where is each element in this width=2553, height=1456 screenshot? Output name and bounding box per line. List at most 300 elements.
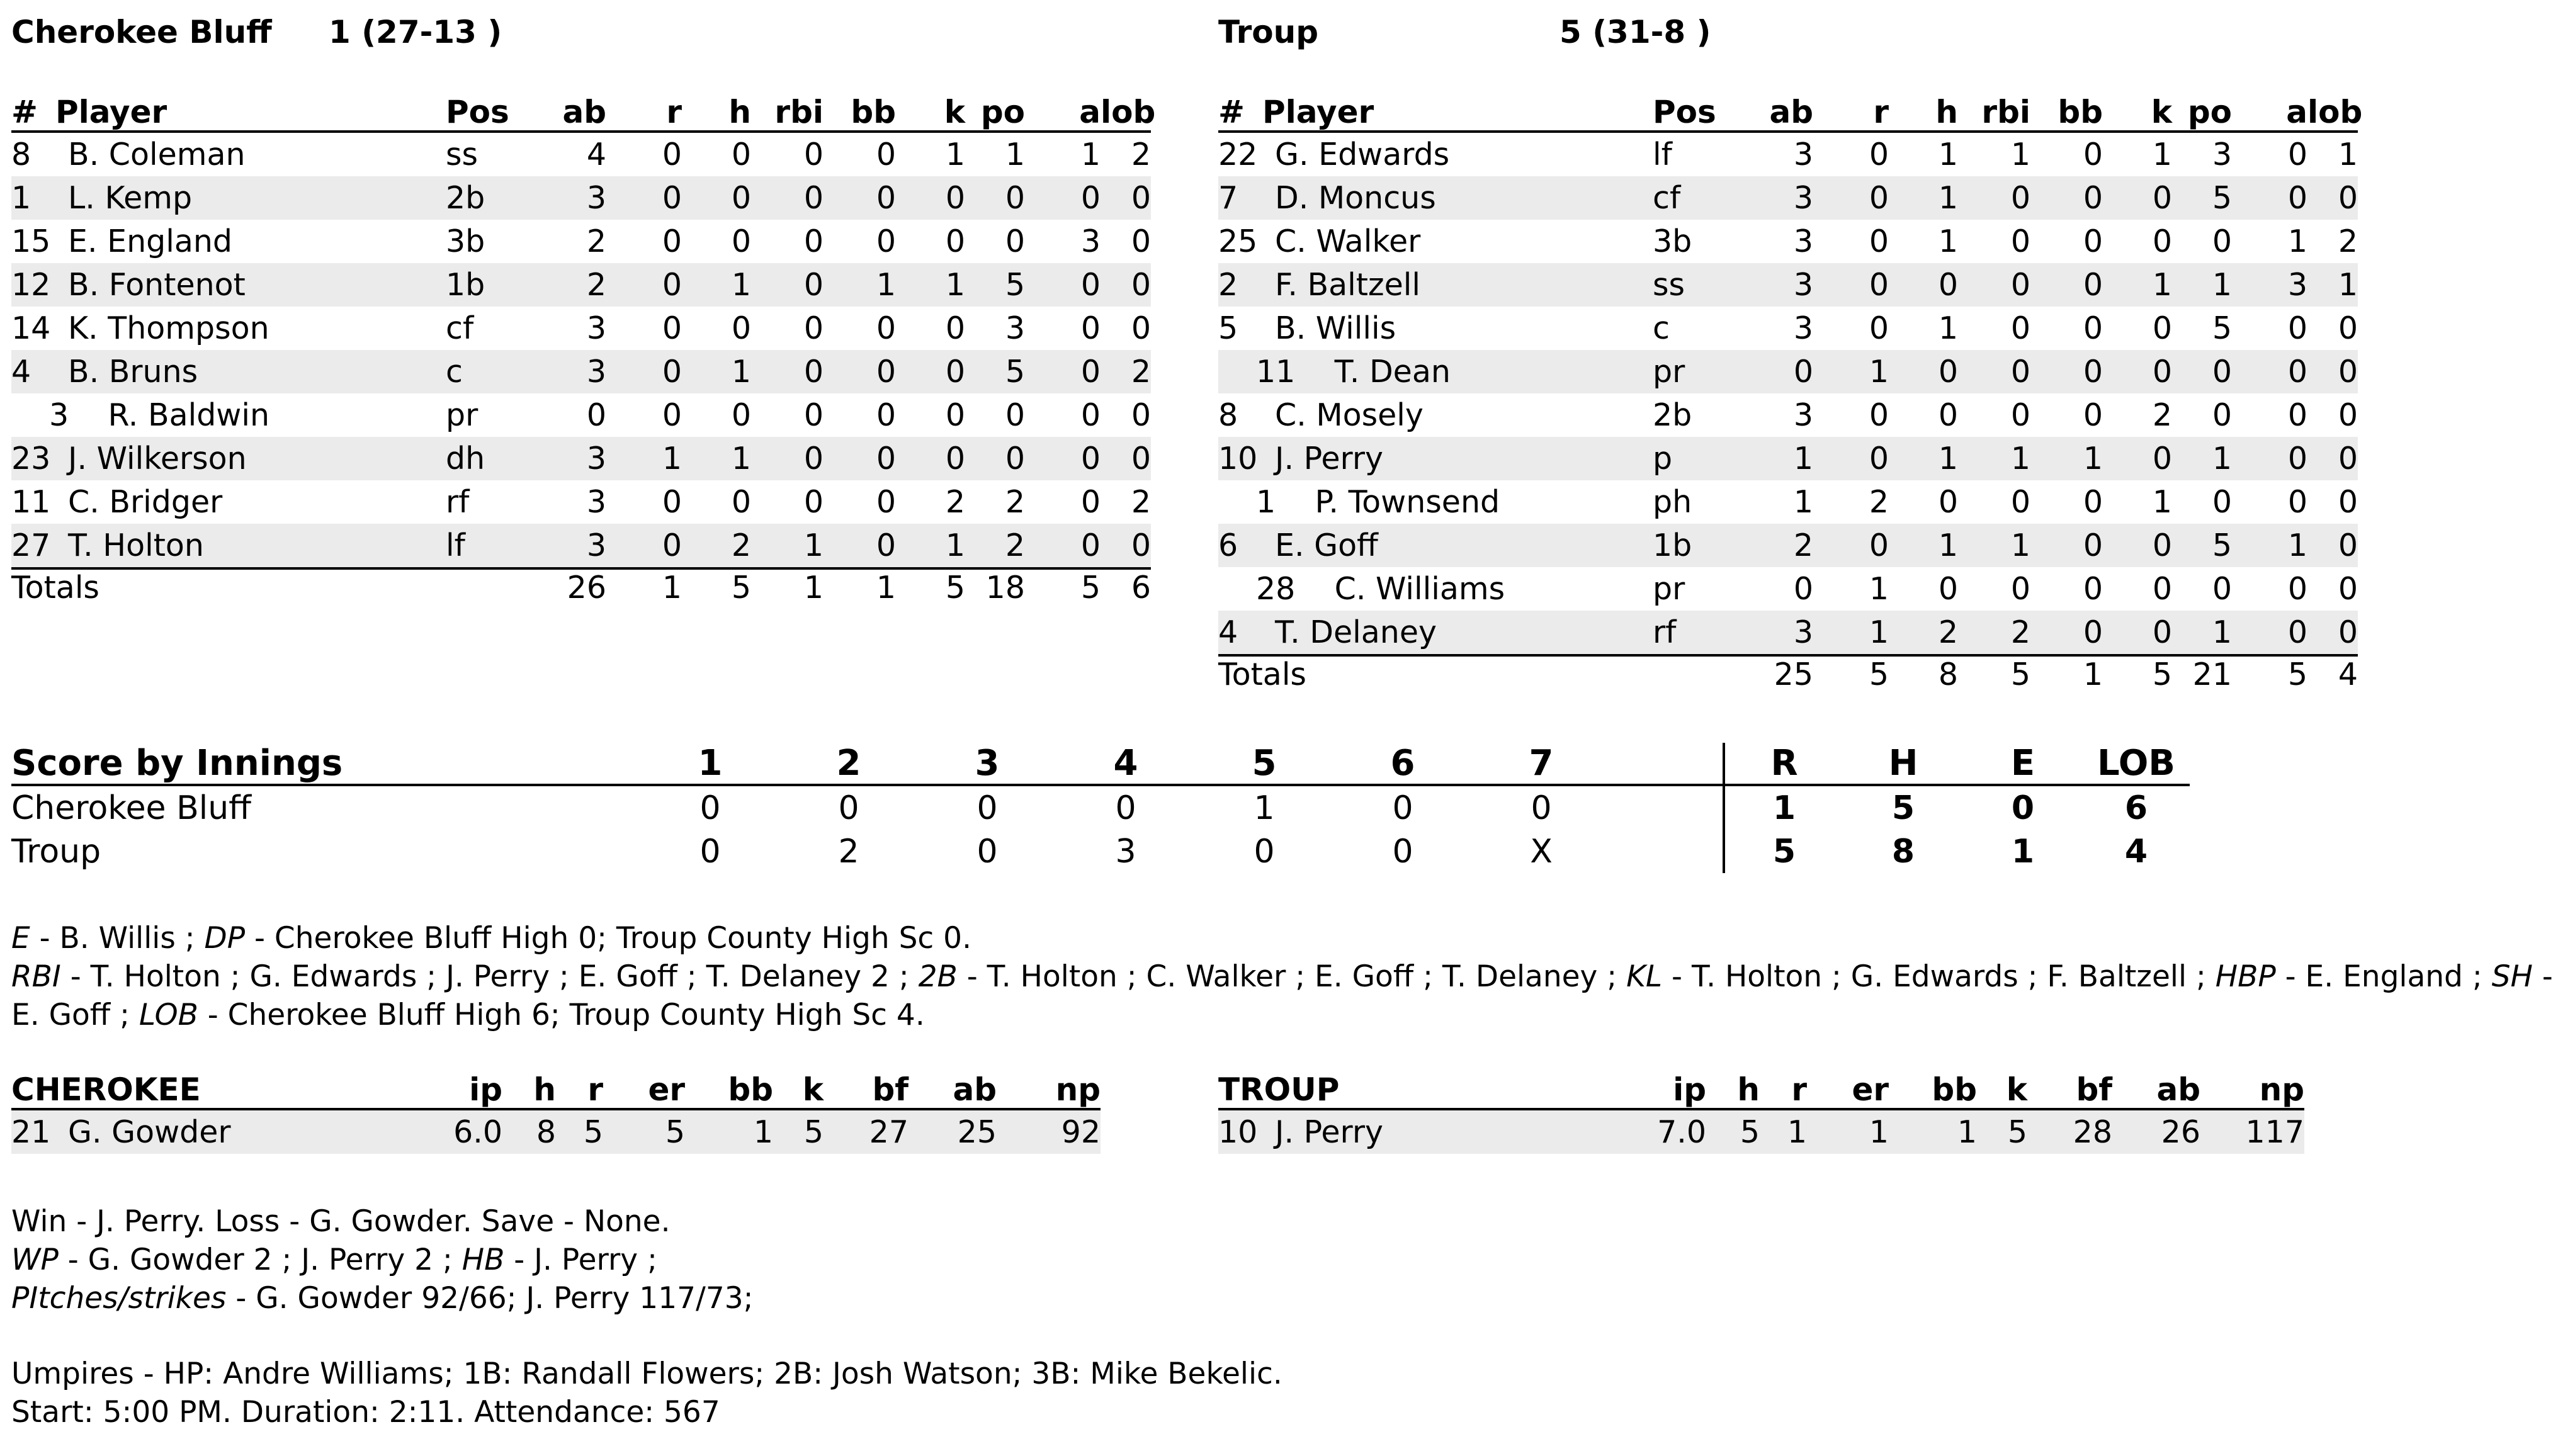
- position: 2b: [446, 176, 540, 220]
- sh-label: SH: [2491, 959, 2533, 994]
- stat-bb: 0: [876, 397, 896, 433]
- stat-r: 0: [1813, 176, 1889, 220]
- home-batting-table: [1218, 93, 2363, 704]
- player-row: [1218, 263, 2358, 307]
- stat-po: 1: [2172, 437, 2232, 480]
- stat-k: 0: [2103, 350, 2172, 393]
- pitch-stat-h: 5: [1706, 1109, 1760, 1154]
- stat-k: 2: [945, 484, 965, 520]
- stat-a: 0: [2232, 350, 2307, 393]
- away-batting-table: [11, 93, 1156, 617]
- col-header-ab: ab: [540, 93, 606, 132]
- pitcher-number: 21: [11, 1109, 55, 1154]
- totals-row: [11, 568, 1151, 617]
- score-by-innings-table: [11, 743, 2190, 873]
- stat-lob: 2: [1101, 350, 1151, 393]
- stat-r: 0: [662, 137, 682, 172]
- stat-lob: 0: [2307, 437, 2358, 480]
- stat-k: 0: [896, 176, 965, 220]
- innings-row: [11, 785, 2190, 830]
- notes-line-2: [11, 957, 2553, 996]
- inning-score: 0: [1531, 789, 1552, 827]
- rbi-text: - T. Holton ; G. Edwards ; J. Perry ; E. Goff ; T. Delaney 2 ;: [60, 959, 919, 994]
- stat-bb: 0: [2083, 137, 2103, 172]
- pitches-strikes-line: [11, 1279, 754, 1318]
- jersey-number: 8: [11, 137, 31, 172]
- position: 3b: [1653, 223, 1692, 259]
- player-name: E. Goff: [1262, 524, 1653, 567]
- stat-k: 0: [2103, 524, 2172, 567]
- stat-rbi: 0: [751, 350, 824, 393]
- pitching-team-label: TROUP: [1218, 1070, 1631, 1109]
- stat-ab: 3: [586, 310, 606, 346]
- game-notes: [11, 919, 2553, 1034]
- player-row: [11, 307, 1151, 350]
- position: p: [1653, 437, 1747, 480]
- hb-label: HB: [461, 1243, 505, 1277]
- stat-bb: 0: [2083, 397, 2103, 433]
- stat-k: 1: [896, 524, 965, 568]
- stat-bb: 0: [2030, 524, 2103, 567]
- gap-cell: [1610, 785, 1724, 830]
- kl-text: - T. Holton ; G. Edwards ; F. Baltzell ;: [1662, 959, 2216, 994]
- player-row: [11, 437, 1151, 480]
- stat-rbi: 0: [803, 484, 824, 520]
- ps-label: PItches/strikes: [11, 1281, 227, 1316]
- pitch-stat-bf: 27: [824, 1109, 909, 1154]
- stat-ab: 3: [1793, 223, 1813, 259]
- stat-r: 0: [1813, 524, 1889, 567]
- inning-score: 0: [699, 832, 721, 871]
- total-ab: 26: [540, 568, 606, 617]
- stat-k: 0: [896, 437, 965, 480]
- stat-lob: 1: [2338, 137, 2358, 172]
- col-header-h: h: [682, 93, 751, 132]
- summary-e: 1: [2011, 832, 2035, 871]
- stat-r: 0: [1813, 263, 1889, 307]
- inning-score: 0: [699, 789, 721, 827]
- total-r: 5: [1813, 655, 1889, 704]
- player-row: [1218, 220, 2358, 263]
- pitching-team-label: CHEROKEE: [11, 1070, 427, 1109]
- stat-k: 2: [2152, 397, 2172, 433]
- stat-rbi: 0: [751, 263, 824, 307]
- player-row: [11, 480, 1151, 524]
- player-name: B. Bruns: [55, 350, 446, 393]
- position: cf: [446, 310, 474, 346]
- stat-k: 0: [2103, 611, 2172, 655]
- position: lf: [1653, 137, 1672, 172]
- pitch-stat-ab: 26: [2112, 1109, 2200, 1154]
- player-name: K. Thompson: [68, 310, 269, 346]
- stat-a: 0: [1080, 397, 1101, 433]
- stat-ab: 3: [540, 350, 606, 393]
- stat-h: 1: [1889, 524, 1958, 567]
- stat-a: 1: [2287, 223, 2307, 259]
- player-name: F. Baltzell: [1262, 263, 1653, 307]
- jersey-number: 2: [1218, 263, 1262, 307]
- stat-bb: 1: [2030, 437, 2103, 480]
- stat-k: 1: [2152, 137, 2172, 172]
- col-header-rbi: rbi: [1958, 93, 2030, 132]
- stat-a: 0: [2287, 484, 2307, 520]
- spacer: [1295, 354, 1334, 390]
- stat-r: 2: [1869, 484, 1889, 520]
- pitch-stat-h: 8: [502, 1109, 556, 1154]
- pitch-stat-ip: 6.0: [427, 1109, 502, 1154]
- jersey-number: 22: [1218, 137, 1258, 172]
- pitch-col-np: np: [997, 1070, 1101, 1109]
- stat-h: 0: [731, 310, 751, 346]
- wp-hb-line: [11, 1241, 754, 1279]
- stat-rbi: 0: [803, 223, 824, 259]
- stat-rbi: 0: [1958, 176, 2030, 220]
- stat-a: 0: [2287, 310, 2307, 346]
- stat-po: 5: [2172, 524, 2232, 567]
- player-name-text: P. Townsend: [1315, 484, 1500, 520]
- stat-r: 0: [1869, 137, 1889, 172]
- stat-lob: 0: [2338, 484, 2358, 520]
- position: pr: [446, 397, 478, 433]
- pitch-col-bf: bf: [824, 1070, 909, 1109]
- stat-a: 0: [2287, 397, 2307, 433]
- spacer: [69, 397, 108, 433]
- win-loss-save: Win - J. Perry. Loss - G. Gowder. Save - None.: [11, 1204, 671, 1239]
- ps-text: - G. Gowder 92/66; J. Perry 117/73;: [226, 1281, 754, 1316]
- inning-score: 1: [1254, 789, 1275, 827]
- totals-label: Totals: [11, 568, 540, 617]
- decisions-block: [11, 1202, 754, 1318]
- stat-k: 0: [2152, 223, 2172, 259]
- lob-text: - Cherokee Bluff High 6; Troup County High Sc 4.: [198, 998, 925, 1032]
- stat-a: 3: [1080, 223, 1101, 259]
- position: c: [1653, 310, 1670, 346]
- stat-a: 0: [1025, 263, 1101, 307]
- col-header-a: a: [2232, 93, 2307, 132]
- stat-h: 0: [682, 176, 751, 220]
- stat-bb: 0: [2083, 310, 2103, 346]
- total-k: 5: [2103, 655, 2172, 704]
- jersey-number: 1: [1256, 484, 1276, 520]
- pitch-stat-ab: 25: [909, 1109, 997, 1154]
- stat-a: 1: [1080, 137, 1101, 172]
- stat-h: 0: [731, 223, 751, 259]
- score-by-innings-title: Score by Innings: [11, 743, 641, 785]
- stat-po: 0: [965, 437, 1025, 480]
- total-a: 5: [1025, 568, 1101, 617]
- col-header-player: Player: [1262, 93, 1653, 132]
- pitch-stat-bf: 28: [2027, 1109, 2112, 1154]
- col-header-lob: lob: [1101, 94, 1156, 130]
- stat-k: 1: [2103, 263, 2172, 307]
- jersey-number: 10: [1218, 437, 1262, 480]
- stat-ab: 1: [1793, 484, 1813, 520]
- stat-lob: 2: [2338, 223, 2358, 259]
- jersey-number: 14: [11, 310, 51, 346]
- innings-row: [11, 830, 2190, 873]
- total-bb: 1: [2030, 655, 2103, 704]
- stat-a: 0: [2232, 611, 2307, 655]
- jersey-number: 11: [11, 484, 51, 520]
- total-lob: 6: [1101, 568, 1151, 617]
- stat-k: 1: [945, 137, 965, 172]
- stat-ab: 3: [1747, 263, 1813, 307]
- pitch-stat-bb: 1: [1889, 1109, 1977, 1154]
- summary-header-r: R: [1724, 743, 1843, 785]
- stat-r: 1: [1813, 350, 1889, 393]
- stat-rbi: 2: [1958, 611, 2030, 655]
- inning-header: 3: [918, 743, 1056, 785]
- stat-r: 1: [606, 437, 682, 480]
- stat-rbi: 0: [2010, 310, 2030, 346]
- game-info-block: [11, 1355, 1282, 1431]
- stat-k: 0: [945, 397, 965, 433]
- stat-h: 0: [1938, 484, 1958, 520]
- stat-ab: 2: [1747, 524, 1813, 567]
- player-name-text: T. Dean: [1334, 354, 1451, 390]
- stat-k: 0: [945, 223, 965, 259]
- player-name: E. England: [68, 223, 233, 259]
- stat-ab: 3: [1793, 310, 1813, 346]
- inning-header: 5: [1195, 743, 1333, 785]
- stat-h: 0: [1889, 350, 1958, 393]
- twob-label: 2B: [918, 959, 958, 994]
- stat-ab: 3: [540, 524, 606, 568]
- col-header-r: r: [606, 93, 682, 132]
- lob-label: LOB: [139, 998, 198, 1032]
- stat-bb: 0: [876, 223, 896, 259]
- spacer: [1276, 484, 1315, 520]
- pitch-col-ab: ab: [2112, 1070, 2200, 1109]
- player-name: [1218, 350, 1653, 393]
- position: rf: [1653, 611, 1747, 655]
- stat-h: 0: [731, 137, 751, 172]
- stat-h: 0: [1938, 571, 1958, 607]
- player-name: J. Perry: [1262, 437, 1653, 480]
- player-name: C. Mosely: [1275, 397, 1424, 433]
- stat-po: 5: [965, 350, 1025, 393]
- position: pr: [1653, 350, 1747, 393]
- innings-header-row: [11, 743, 2190, 785]
- stat-bb: 0: [824, 350, 896, 393]
- stat-a: 0: [1025, 350, 1101, 393]
- stat-po: 0: [2212, 484, 2232, 520]
- sh-cont: E. Goff ;: [11, 998, 139, 1032]
- pitcher-row: [11, 1109, 1101, 1154]
- wp-text: - G. Gowder 2 ; J. Perry 2 ;: [58, 1243, 462, 1277]
- player-row: [1218, 350, 2358, 393]
- stat-h: 1: [1889, 437, 1958, 480]
- position: 3b: [446, 223, 485, 259]
- position: ss: [1653, 263, 1747, 307]
- total-po: 21: [2172, 655, 2232, 704]
- stat-a: 0: [1080, 310, 1101, 346]
- stat-h: 1: [1938, 310, 1958, 346]
- stat-a: 0: [2232, 437, 2307, 480]
- jersey-number: 3: [49, 397, 69, 433]
- position: 1b: [1653, 524, 1747, 567]
- player-name: T. Delaney: [1262, 611, 1653, 655]
- player-name: L. Kemp: [55, 176, 446, 220]
- gap-cell: [1610, 830, 1724, 873]
- stat-po: 0: [2212, 397, 2232, 433]
- stat-h: 1: [1889, 176, 1958, 220]
- stat-po: 0: [1005, 223, 1025, 259]
- stat-ab: 2: [586, 223, 606, 259]
- stat-r: 1: [1869, 571, 1889, 607]
- stat-po: 0: [2172, 350, 2232, 393]
- pitch-col-er: er: [1807, 1070, 1889, 1109]
- stat-rbi: 0: [803, 310, 824, 346]
- totals-row: [1218, 655, 2358, 704]
- pitch-col-h: h: [502, 1070, 556, 1109]
- stat-h: 2: [682, 524, 751, 568]
- stat-bb: 0: [2083, 571, 2103, 607]
- stat-r: 0: [662, 223, 682, 259]
- stat-lob: 0: [2307, 524, 2358, 567]
- away-pitching-table: [11, 1070, 1101, 1154]
- hb-text: - J. Perry ;: [504, 1243, 657, 1277]
- pitch-col-bf: bf: [2027, 1070, 2112, 1109]
- pitch-stat-np: 92: [997, 1109, 1101, 1154]
- totals-label: Totals: [1218, 655, 1747, 704]
- player-row: [11, 524, 1151, 568]
- position: 1b: [446, 263, 540, 307]
- position: ph: [1653, 484, 1692, 520]
- stat-ab: 0: [586, 397, 606, 433]
- innings-team-name: Cherokee Bluff: [11, 789, 251, 827]
- jersey-number: 15: [11, 223, 51, 259]
- rbi-label: RBI: [11, 959, 61, 994]
- col-header-h: h: [1889, 93, 1958, 132]
- stat-r: 0: [1813, 437, 1889, 480]
- dp-text: - Cherokee Bluff High 0; Troup County High Sc 0.: [245, 921, 972, 956]
- stat-ab: 3: [1747, 611, 1813, 655]
- spacer: [1295, 571, 1334, 607]
- stat-bb: 0: [824, 524, 896, 568]
- player-row: [11, 176, 1151, 220]
- stat-r: 0: [606, 263, 682, 307]
- total-r: 1: [606, 568, 682, 617]
- player-name-text: C. Williams: [1334, 571, 1505, 607]
- stat-po: 1: [1005, 137, 1025, 172]
- player-row: [1218, 307, 2358, 350]
- stat-lob: 2: [1131, 484, 1151, 520]
- inning-header: 6: [1333, 743, 1472, 785]
- stat-ab: 3: [586, 484, 606, 520]
- pitch-col-bb: bb: [1889, 1070, 1977, 1109]
- player-name: C. Walker: [1275, 223, 1421, 259]
- pitch-col-ab: ab: [909, 1070, 997, 1109]
- jersey-number: 23: [11, 437, 55, 480]
- stat-k: 0: [945, 310, 965, 346]
- summary-header-h: H: [1843, 743, 1963, 785]
- stat-r: 0: [662, 397, 682, 433]
- stat-po: 5: [2172, 176, 2232, 220]
- inning-score: 0: [1392, 789, 1413, 827]
- pitcher-name: G. Gowder: [55, 1109, 427, 1154]
- pitch-col-ip: ip: [427, 1070, 502, 1109]
- stat-rbi: 1: [1958, 437, 2030, 480]
- start-duration-attendance: Start: 5:00 PM. Duration: 2:11. Attendance: 567: [11, 1395, 720, 1430]
- stat-po: 3: [2212, 137, 2232, 172]
- inning-score: 2: [838, 832, 859, 871]
- stat-bb: 0: [2083, 484, 2103, 520]
- e-label: E: [11, 921, 30, 956]
- inning-score: 0: [976, 832, 998, 871]
- pitch-stat-r: 1: [1760, 1109, 1807, 1154]
- inning-header: 7: [1472, 743, 1610, 785]
- jersey-number: 4: [11, 350, 55, 393]
- summary-r: 5: [1724, 830, 1843, 873]
- home-header-row: [1218, 93, 2358, 132]
- home-team-name: Troup: [1218, 14, 1319, 50]
- inning-score: 3: [1115, 832, 1136, 871]
- summary-lob: 4: [2124, 832, 2148, 871]
- stat-h: 1: [1938, 223, 1958, 259]
- stat-k: 0: [2152, 310, 2172, 346]
- col-header-lob: lob: [2307, 94, 2363, 130]
- umpires-line: Umpires - HP: Andre Williams; 1B: Randall Flowers; 2B: Josh Watson; 3B: Mike Bekelic.: [11, 1357, 1282, 1391]
- player-name: T. Holton: [55, 524, 446, 568]
- col-header-a: a: [1025, 93, 1101, 132]
- stat-po: 1: [2172, 263, 2232, 307]
- stat-a: 0: [1025, 524, 1101, 568]
- stat-r: 0: [1869, 397, 1889, 433]
- stat-bb: 0: [2030, 350, 2103, 393]
- pitch-col-er: er: [603, 1070, 685, 1109]
- pitch-stat-bb: 1: [685, 1109, 773, 1154]
- summary-lob: 6: [2124, 789, 2148, 827]
- jersey-number: 12: [11, 263, 55, 307]
- player-row: [1218, 393, 2358, 437]
- stat-ab: 0: [1747, 350, 1813, 393]
- player-row: [1218, 480, 2358, 524]
- inning-score: 0: [1115, 789, 1136, 827]
- inning-score: 0: [838, 789, 859, 827]
- player-name: G. Edwards: [1275, 137, 1450, 172]
- dp-label: DP: [204, 921, 246, 956]
- pitcher-row: [1218, 1109, 2304, 1154]
- jersey-number: 1: [11, 176, 55, 220]
- sh-text: -: [2532, 959, 2553, 994]
- player-row: [11, 220, 1151, 263]
- stat-po: 2: [1005, 484, 1025, 520]
- stat-h: 0: [731, 484, 751, 520]
- position: rf: [446, 484, 470, 520]
- col-header-k: k: [2103, 93, 2172, 132]
- jersey-number: 4: [1218, 611, 1262, 655]
- stat-a: 1: [2232, 524, 2307, 567]
- total-rbi: 1: [751, 568, 824, 617]
- stat-r: 0: [606, 176, 682, 220]
- stat-po: 1: [2172, 611, 2232, 655]
- stat-h: 1: [1938, 137, 1958, 172]
- stat-rbi: 0: [751, 437, 824, 480]
- stat-h: 0: [1938, 397, 1958, 433]
- stat-rbi: 1: [1958, 524, 2030, 567]
- inning-header: 4: [1056, 743, 1195, 785]
- stat-a: 0: [1080, 484, 1101, 520]
- stat-h: 1: [682, 350, 751, 393]
- stat-lob: 0: [1131, 223, 1151, 259]
- player-name: [11, 393, 446, 437]
- col-header-player: Player: [55, 93, 446, 132]
- stat-r: 0: [1869, 310, 1889, 346]
- position: dh: [446, 437, 540, 480]
- total-lob: 4: [2307, 655, 2358, 704]
- stat-a: 3: [2232, 263, 2307, 307]
